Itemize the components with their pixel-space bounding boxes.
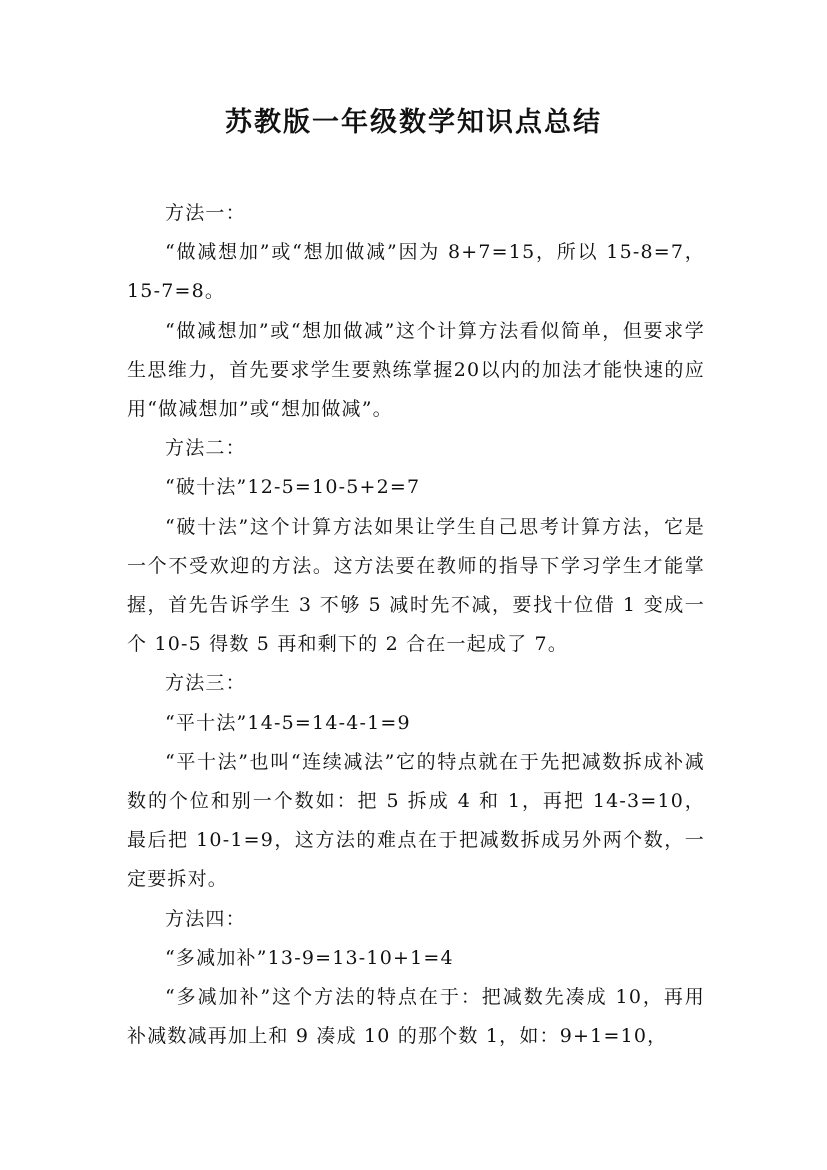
paragraph-method-4-example: “多减加补”13-9=13-10+1=4: [165, 946, 454, 969]
paragraph-method-4-explanation: “多减加补”这个方法的特点在于：把减数先凑成 10，再用补减数减再加上和 9 凑成 10 的那个数 1，如：9+1=10，: [127, 986, 705, 1048]
paragraph-method-1-example: “做减想加”或“想加做减”因为 8+7=15，所以 15-8=7，15-7=8。: [127, 241, 705, 303]
method-heading-3: 方法三：: [165, 672, 246, 695]
paragraph-method-3-explanation: “平十法”也叫“连续减法”它的特点就在于先把减数拆成补减数的个位和别一个数如：把 5 拆成 4 和 1，再把 14-3=10，最后把 10-1=9，这方法的难点在于把减数拆成另外两个数，一定要拆对。: [127, 750, 705, 891]
paragraph-method-1-explanation: “做减想加”或“想加做减”这个计算方法看似简单，但要求学生思维力，首先要求学生要熟练掌握20以内的加法才能快速的应用“做减想加”或“想加做减”。: [127, 319, 705, 421]
paragraph-method-3-example: “平十法”14-5=14-4-1=9: [165, 711, 411, 734]
method-heading-2: 方法二：: [165, 437, 246, 460]
document-title: 苏教版一年级数学知识点总结: [225, 107, 602, 138]
method-heading-4: 方法四：: [165, 907, 246, 930]
paragraph-method-2-example: “破十法”12-5=10-5+2=7: [165, 476, 421, 499]
paragraph-method-2-explanation: “破十法”这个计算方法如果让学生自己思考计算方法，它是一个不受欢迎的方法。这方法要在教师的指导下学习学生才能掌握，首先告诉学生 3 不够 5 减时先不减，要找十位借 1 变成一个 10-5 得数 5 再和剩下的 2 合在一起成了 7。: [127, 515, 705, 656]
document-body: [127, 194, 705, 1056]
method-heading-1: 方法一：: [165, 202, 246, 224]
